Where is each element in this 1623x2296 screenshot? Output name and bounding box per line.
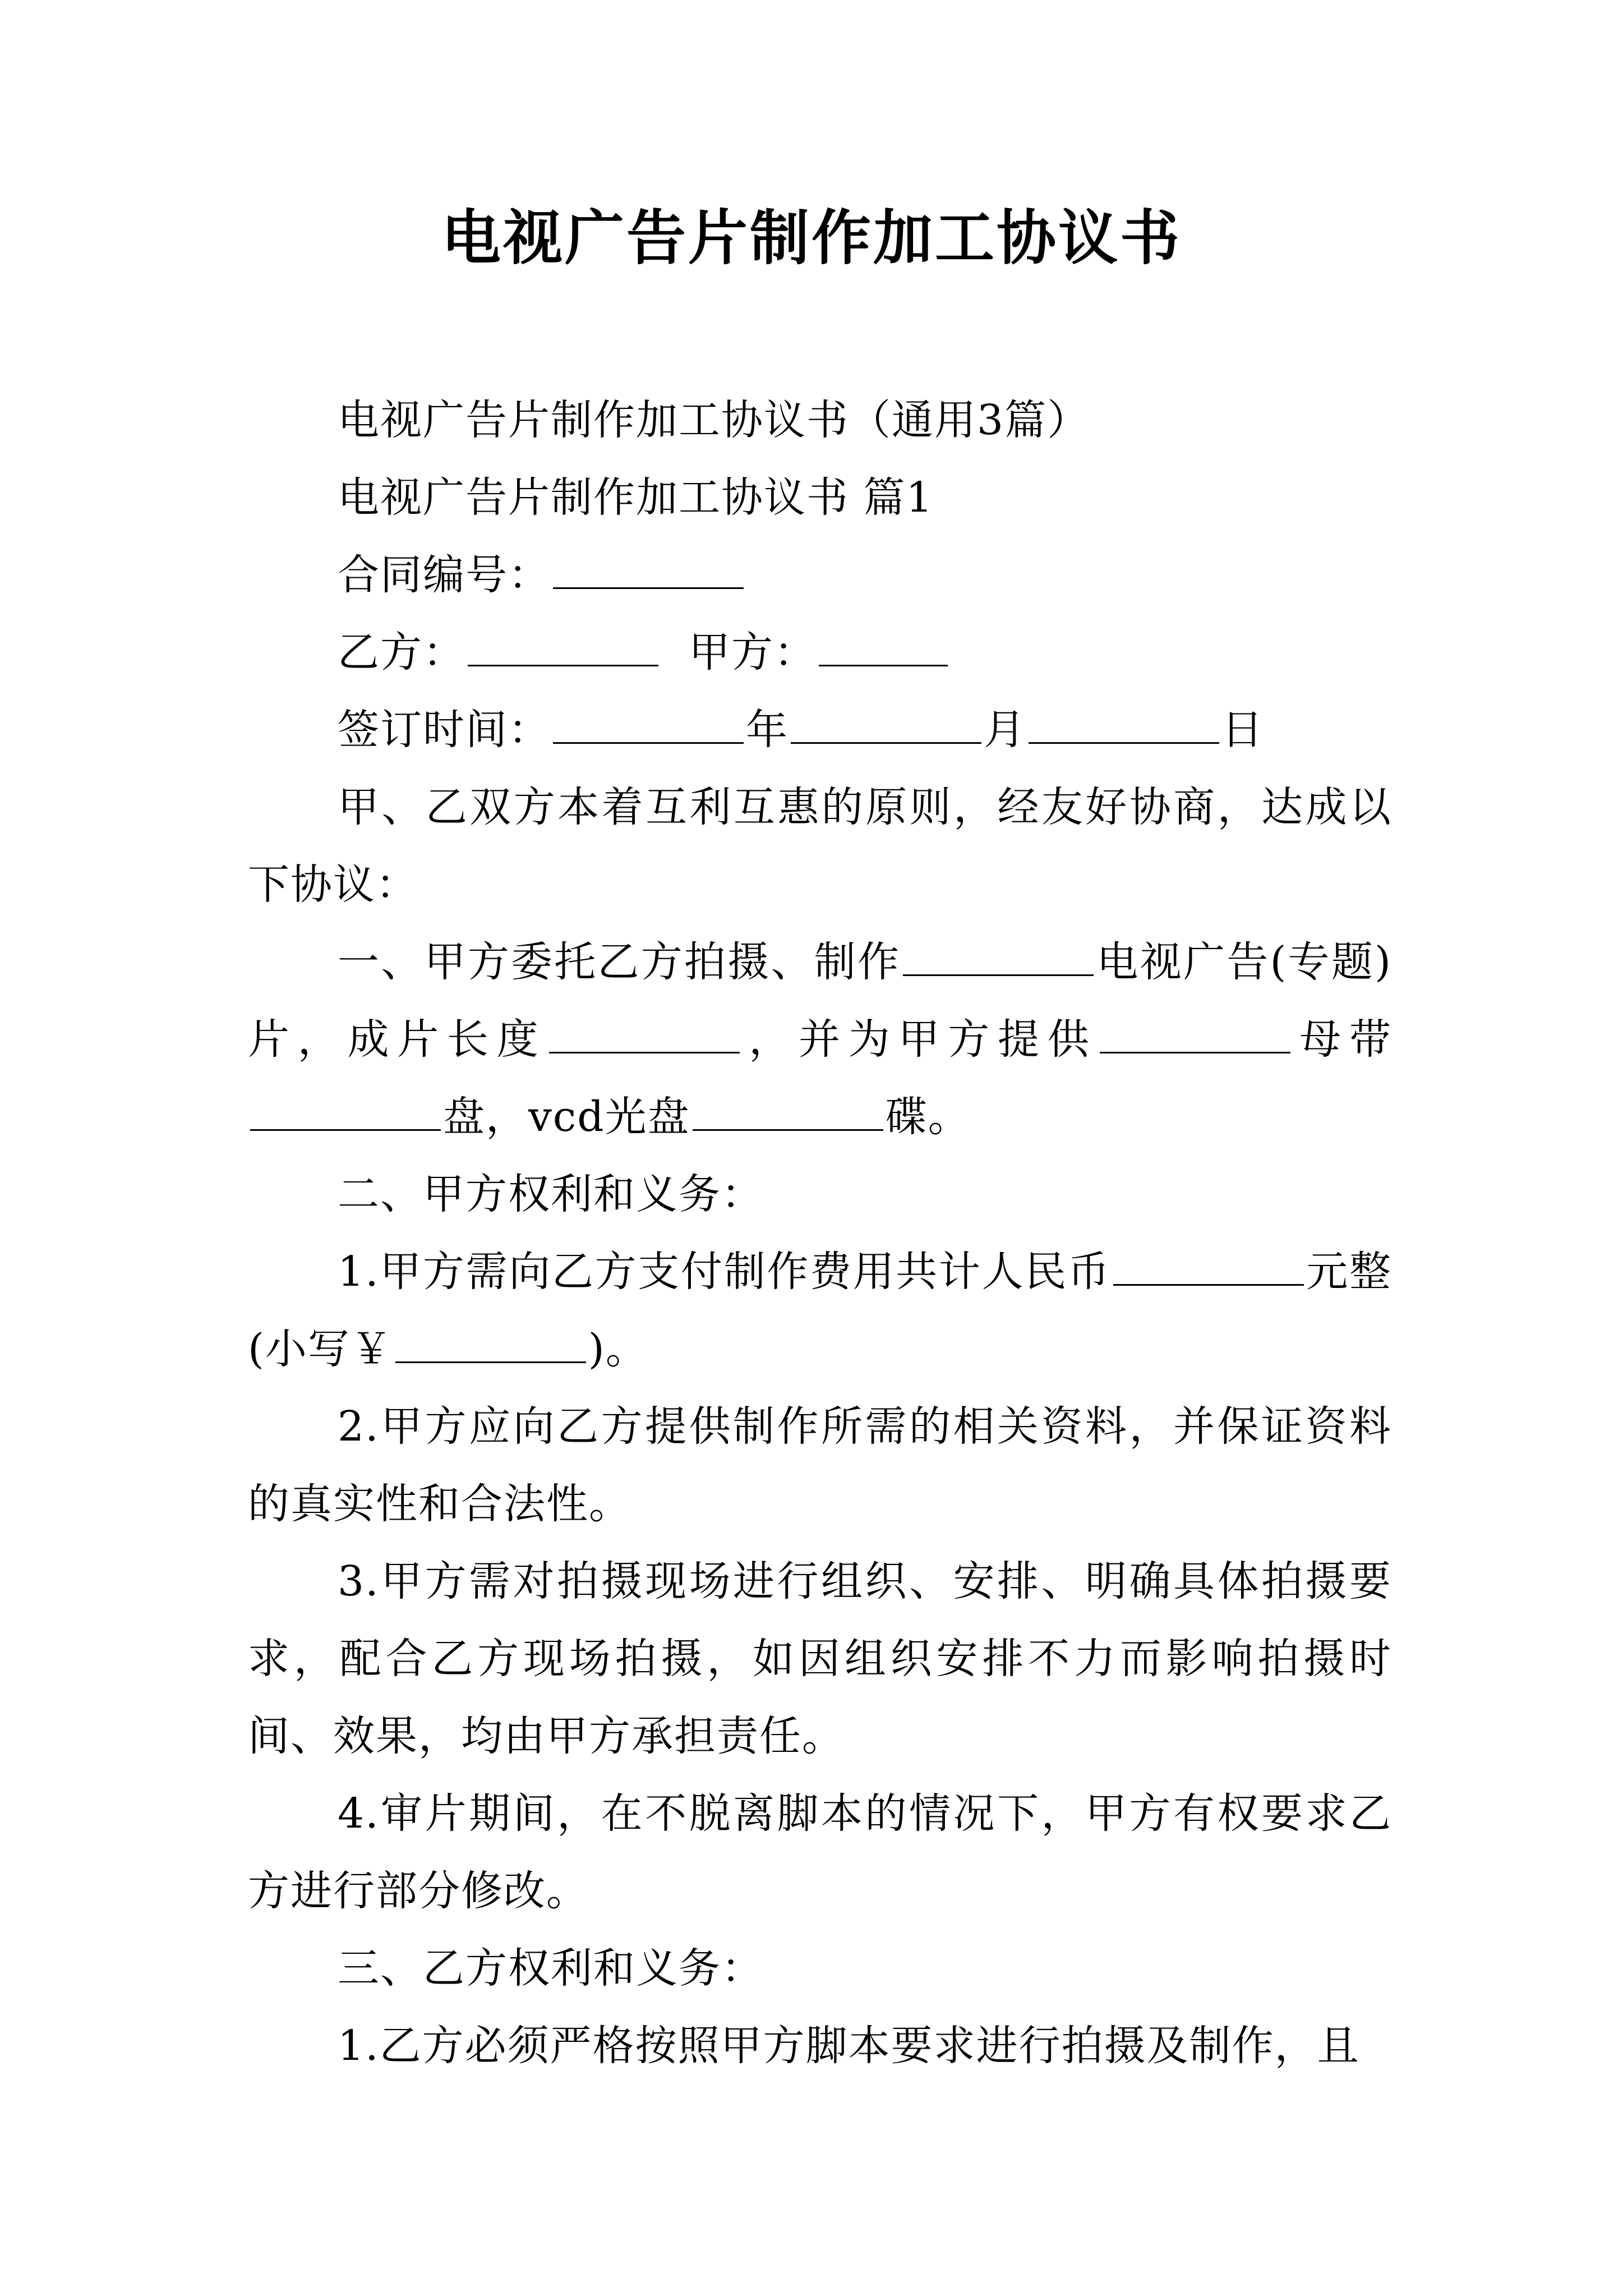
contract-number-line: [248, 536, 1392, 614]
fee-numeric-blank[interactable]: [395, 1327, 586, 1363]
sign-day-blank[interactable]: [1029, 707, 1219, 744]
sign-time-line: [248, 691, 1392, 769]
subtitle: 电视广告片制作加工协议书（通用3篇）: [338, 396, 1090, 444]
section-2-item-3: 3.甲方需对拍摄现场进行组织、安排、明确具体拍摄要求，配合乙方现场拍摄，如因组织安排不力而影响拍摄时间、效果，均由甲方承担责任。: [248, 1557, 1392, 1760]
section-3-item-1: 1.乙方必须严格按照甲方脚本要求进行拍摄及制作，且: [338, 2022, 1360, 2070]
master-tape-count-blank[interactable]: [250, 1094, 441, 1131]
document-title: 电视广告片制作加工协议书: [441, 204, 1182, 273]
master-tape-blank[interactable]: [1100, 1017, 1290, 1053]
item-1-paragraph: [248, 923, 1392, 1156]
fee-blank[interactable]: [1113, 1249, 1304, 1286]
sign-year-blank[interactable]: [553, 707, 744, 744]
intro-paragraph: 甲、乙双方本着互利互惠的原则，经友好协商，达成以下协议：: [248, 783, 1392, 909]
length-blank[interactable]: [549, 1017, 740, 1053]
contract-number-blank[interactable]: [553, 553, 744, 589]
vcd-count-blank[interactable]: [693, 1094, 883, 1131]
item-1-text-f: 碟。: [885, 1093, 971, 1141]
section-2-item-4: 4.审片期间，在不脱离脚本的情况下，甲方有权要求乙方进行部分修改。: [248, 1789, 1392, 1915]
section-3-heading: 三、乙方权利和义务：: [338, 1944, 764, 1993]
item-1-text-c: ，并为甲方提供: [741, 1015, 1098, 1064]
s2-1-text-c: )。: [588, 1325, 648, 1373]
contract-number-label: 合同编号：: [338, 551, 551, 599]
year-label: 年: [746, 706, 789, 754]
item-1-text-d: 母带: [1292, 1015, 1392, 1064]
party-a-blank[interactable]: [819, 630, 948, 666]
item-1-text-b: 电视广告(专题)片，成片长度: [248, 938, 1392, 1064]
day-label: 日: [1221, 706, 1264, 754]
s2-1-text-a: 1.甲方需向乙方支付制作费用共计人民币: [338, 1248, 1111, 1296]
item-1-text-a: 一、甲方委托乙方拍摄、制作: [338, 938, 901, 986]
section-2-item-2: 2.甲方应向乙方提供制作所需的相关资料，并保证资料的真实性和合法性。: [248, 1402, 1392, 1528]
sign-month-blank[interactable]: [791, 707, 981, 744]
item-1-text-e: 盘，vcd光盘: [443, 1093, 690, 1141]
month-label: 月: [984, 706, 1026, 754]
party-b-blank[interactable]: [468, 630, 658, 666]
section-heading: 电视广告片制作加工协议书 篇1: [338, 473, 934, 522]
sign-time-label: 签订时间：: [338, 706, 551, 754]
party-b-label: 乙方：: [338, 628, 465, 677]
document-body: [248, 381, 1392, 2085]
parties-line: [248, 614, 1392, 691]
section-2-item-1: [248, 1233, 1392, 1388]
section-2-heading: 二、甲方权利和义务：: [338, 1170, 764, 1218]
ad-name-blank[interactable]: [903, 940, 1094, 976]
party-a-label: 甲方：: [689, 628, 817, 677]
s2-1-text-b: 元整(小写￥: [248, 1248, 1392, 1373]
